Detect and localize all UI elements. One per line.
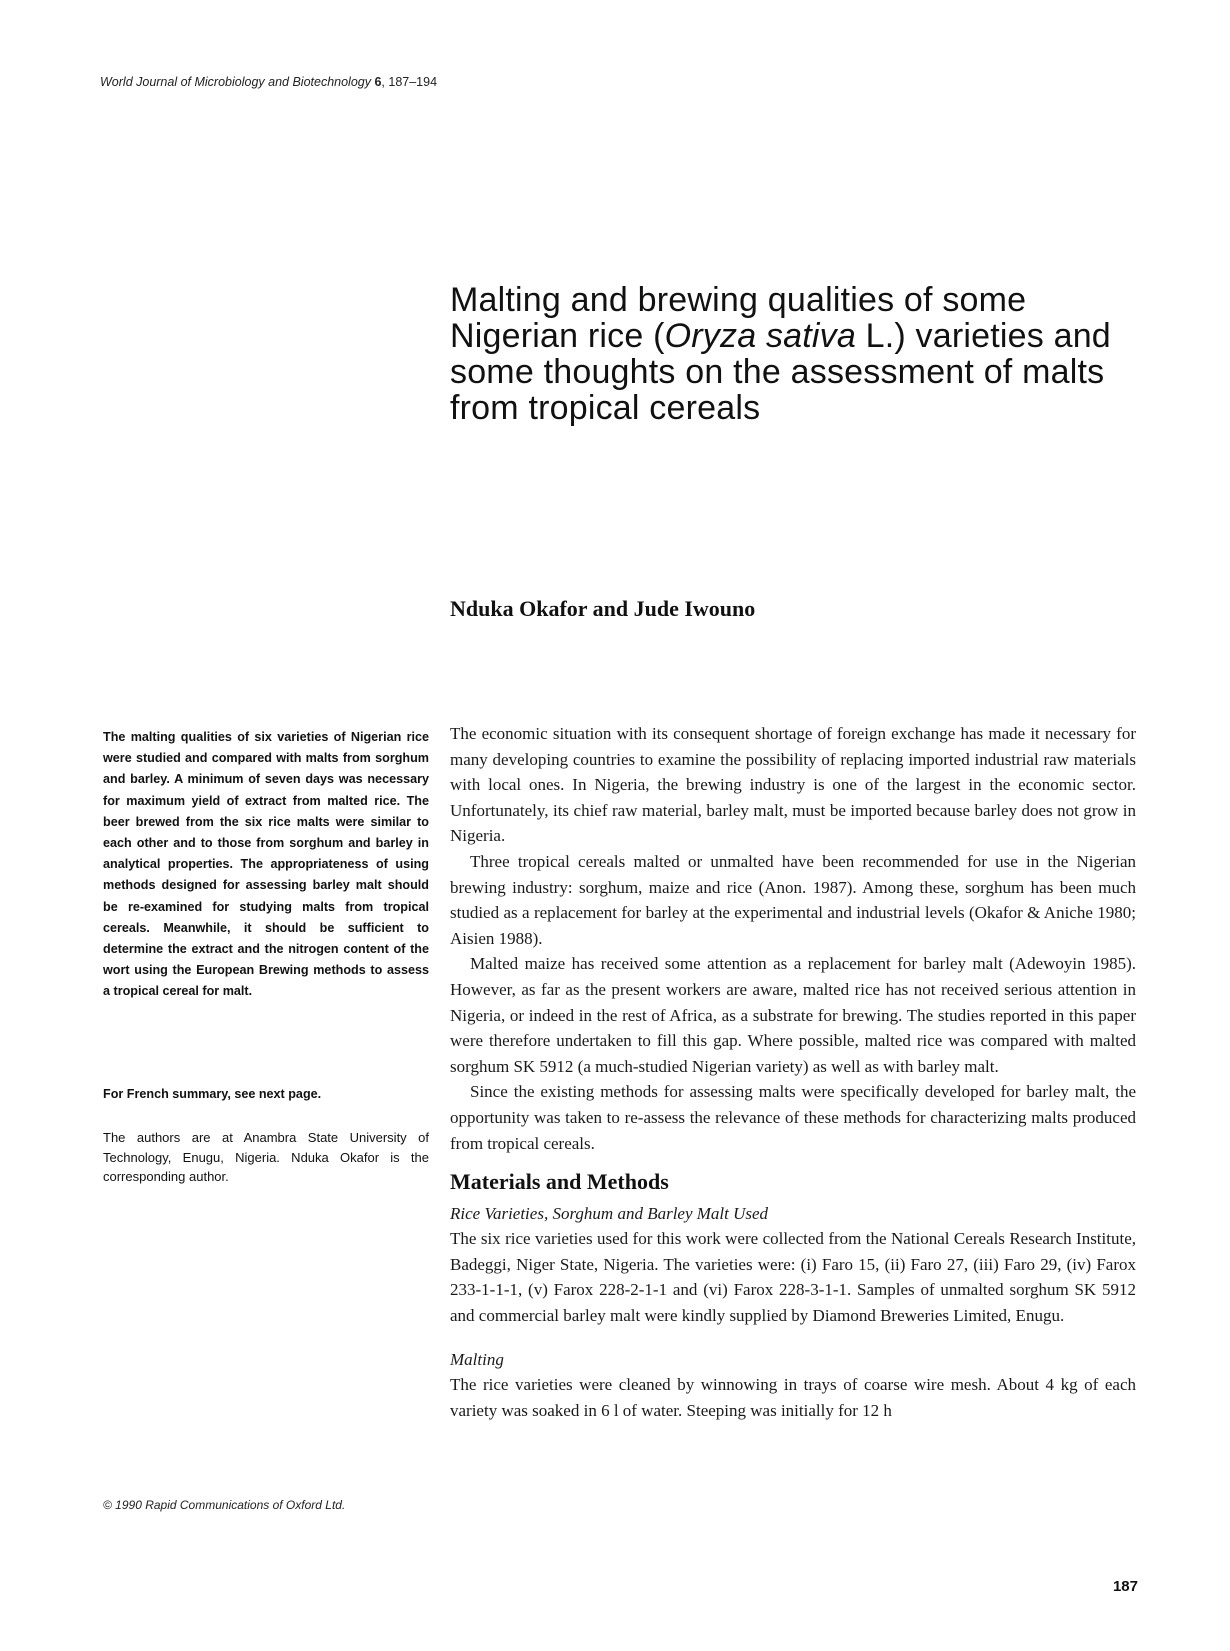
article-title [450, 282, 1150, 426]
abstract: The malting qualities of six varieties of Nigerian rice were studied and compared with malts from sorghum and barley. A minimum of seven days was necessary for maximum yield of extract from malted rice. The beer brewed from the six rice malts were similar to each other and to those from sorghum and barley in analytical properties. The appropriateness of using methods designed for assessing barley malt should be re-examined for studying malts from tropical cereals. Meanwhile, it should be sufficient to determine the extract and the nitrogen content of the wort using the European Brewing methods to assess a tropical cereal for malt. [103, 730, 429, 999]
page-number: 187 [1112, 1578, 1138, 1595]
intro-paragraph: Three tropical cereals malted or unmalted have been recommended for use in the Nigerian brewing industry: sorghum, maize and rice (Anon. 1987). Among these, sorghum has been much studied as a replacement for barley at the experimental and industrial levels (Okafor & Aniche 1980; Aisien 1988). [450, 851, 1136, 948]
title-part-1: Malting and brewing qualities of some Nigerian rice ( [450, 281, 1027, 355]
copyright-notice: © 1990 Rapid Communications of Oxford Ltd. [103, 1498, 346, 1512]
title-part-2: L.) varieties and some thoughts on the assessment of malts from tropical cereals [450, 317, 1111, 427]
section-heading-materials-methods: Materials and Methods [450, 1169, 669, 1195]
journal-citation [100, 75, 660, 89]
malting-paragraph: The rice varieties were cleaned by winnowing in trays of coarse wire mesh. About 4 kg of each variety was soaked in 6 l of water. Steeping was initially for 12 h [450, 1375, 1136, 1421]
subsection-heading-varieties: Rice Varieties, Sorghum and Barley Malt Used [450, 1204, 769, 1224]
intro-paragraph: Malted maize has received some attention as a replacement for barley malt (Adewoyin 1985). However, as far as the present workers are aware, malted rice has not received serious attention in Nigeria, or indeed in the rest of Africa, as a substrate for brewing. The studies reported in this paper were therefore undertaken to fill this gap. Where possible, malted rice was compared with malted sorghum SK 5912 (a much-studied Nigerian variety) as well as with barley malt. [450, 954, 1136, 1076]
main-body [450, 721, 1136, 1424]
subsection-heading-malting: Malting [450, 1350, 504, 1370]
author-affiliation: The authors are at Anambra State University of Technology, Enugu, Nigeria. Nduka Okafor is the corresponding author. [103, 1130, 429, 1184]
french-summary-note: For French summary, see next page. [103, 1087, 322, 1101]
title-species-name: Oryza sativa [664, 317, 856, 355]
journal-name: World Journal of Microbiology and Biotechnology [100, 75, 371, 89]
varieties-paragraph: The six rice varieties used for this work were collected from the National Cereals Research Institute, Badeggi, Niger State, Nigeria. The varieties were: (i) Faro 15, (ii) Faro 27, (iii) Faro 29, (iv) Farox 233-1-1-1, (v) Farox 228-2-1-1 and (vi) Farox 228-3-1-1. Samples of unmalted sorghum SK 5912 and commercial barley malt were kindly supplied by Diamond Breweries Limited, Enugu. [450, 1229, 1136, 1325]
journal-volume: 6 [374, 75, 382, 89]
article-authors: Nduka Okafor and Jude Iwouno [450, 596, 756, 621]
intro-paragraph: Since the existing methods for assessing malts were specifically developed for barley malt, the opportunity was taken to re-assess the relevance of these methods for characterizing malts produced from tropical cereals. [450, 1082, 1136, 1153]
intro-paragraph: The economic situation with its consequent shortage of foreign exchange has made it necessary for many developing countries to examine the possibility of replacing imported industrial raw materials with local ones. In Nigeria, the brewing industry is one of the largest in the economic sector. Unfortunately, its chief raw material, barley malt, must be imported because barley does not grow in Nigeria. [450, 724, 1136, 846]
journal-pages: , 187–194 [381, 75, 438, 89]
